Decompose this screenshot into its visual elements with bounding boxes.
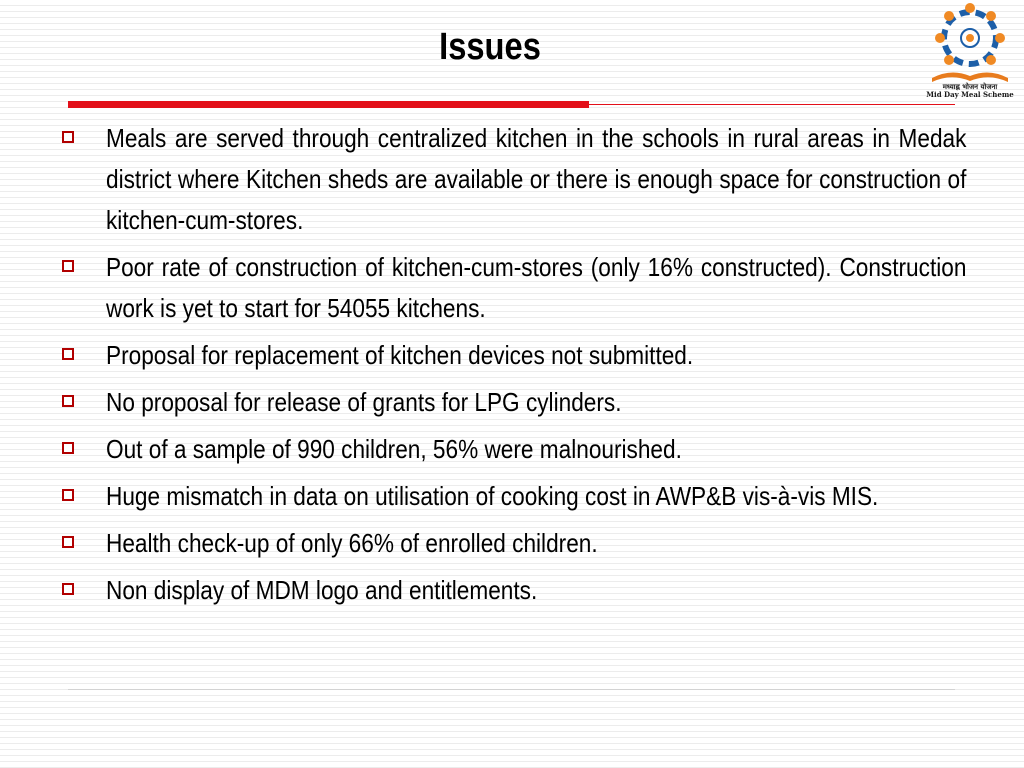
list-item bbox=[60, 476, 965, 517]
square-bullet-icon bbox=[62, 583, 74, 595]
list-item bbox=[60, 570, 965, 611]
book-icon bbox=[932, 72, 1008, 82]
square-bullet-icon bbox=[62, 260, 74, 272]
list-item-text: Meals are served through centralized kitchen in the schools in rural areas in Medak district where Kitchen sheds are available or there is enough space for construction of kitchen-cum-stores. bbox=[106, 123, 967, 235]
square-bullet-icon bbox=[62, 348, 74, 360]
list-item-text: Out of a sample of 990 children, 56% were malnourished. bbox=[106, 434, 682, 464]
slide-title: Issues bbox=[439, 26, 541, 68]
title-underline-thin bbox=[589, 104, 955, 105]
square-bullet-icon bbox=[62, 442, 74, 454]
logo-caption-english: Mid Day Meal Scheme bbox=[926, 90, 1014, 99]
list-item-text: Poor rate of construction of kitchen-cum-stores (only 16% constructed). Construction work is yet to start for 54055 kitchens. bbox=[106, 252, 967, 323]
list-item-text: Health check-up of only 66% of enrolled children. bbox=[106, 528, 598, 558]
logo-caption bbox=[920, 83, 1020, 99]
title-underline-thick bbox=[68, 101, 589, 108]
list-item bbox=[60, 523, 965, 564]
square-bullet-icon bbox=[62, 395, 74, 407]
square-bullet-icon bbox=[62, 131, 74, 143]
list-item bbox=[60, 429, 965, 470]
list-item bbox=[60, 247, 965, 329]
logo-caption-hindi: मध्याह्न भोजन योजना bbox=[942, 82, 998, 91]
issues-list bbox=[60, 118, 965, 617]
square-bullet-icon bbox=[62, 536, 74, 548]
square-bullet-icon bbox=[62, 489, 74, 501]
list-item bbox=[60, 382, 965, 423]
list-item-text: No proposal for release of grants for LPG cylinders. bbox=[106, 387, 622, 417]
list-item-text: Huge mismatch in data on utilisation of cooking cost in AWP&B vis-à-vis MIS. bbox=[106, 481, 879, 511]
list-item bbox=[60, 118, 965, 241]
footer-divider bbox=[68, 689, 955, 690]
list-item-text: Proposal for replacement of kitchen devices not submitted. bbox=[106, 340, 694, 370]
list-item bbox=[60, 335, 965, 376]
figures-ring-icon bbox=[935, 3, 1005, 65]
list-item-text: Non display of MDM logo and entitlements. bbox=[106, 575, 538, 605]
